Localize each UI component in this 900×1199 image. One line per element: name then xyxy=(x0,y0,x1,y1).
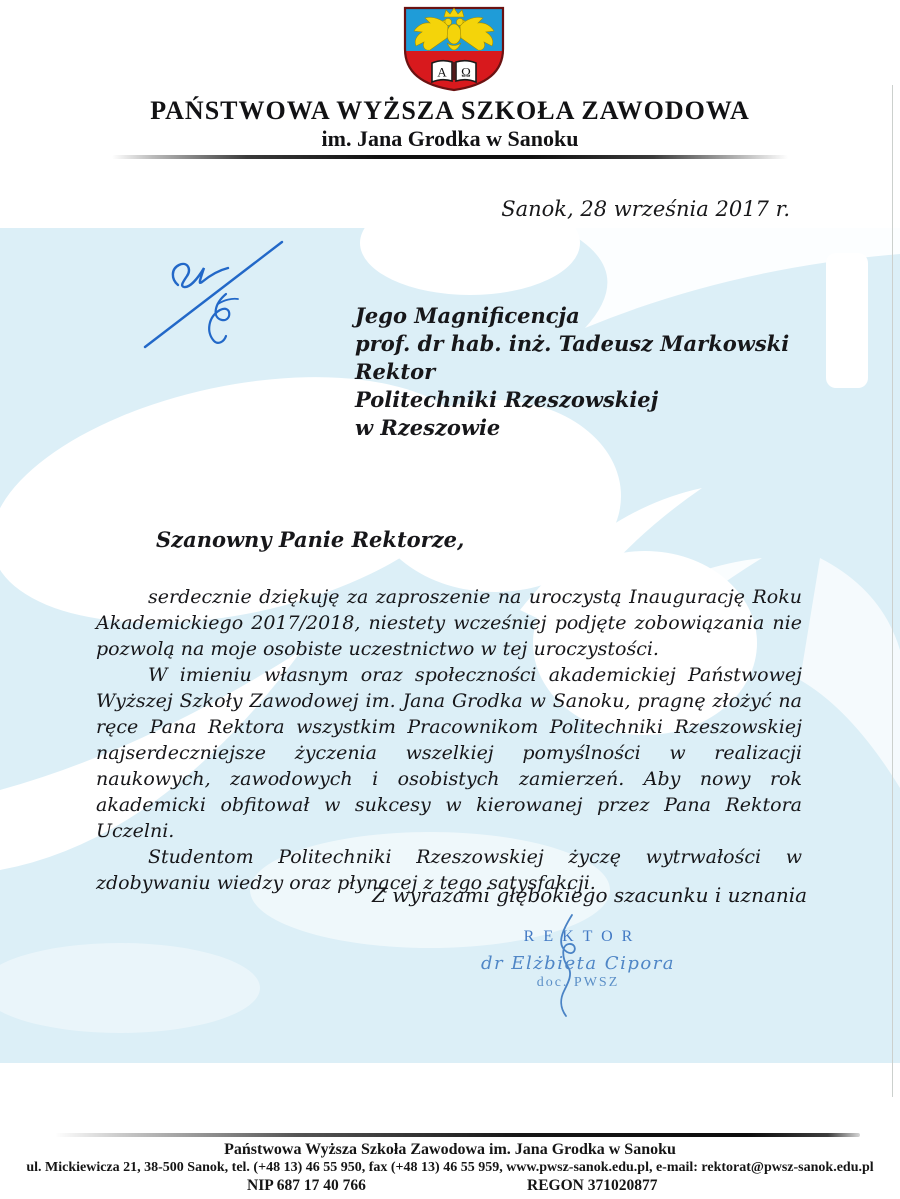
addressee-line: w Rzeszowie xyxy=(355,415,501,440)
body-paragraph: Studentom Politechniki Rzeszowskiej życzę wytrwałości w zdobywaniu wiedzy oraz płynącej z tego satysfakcji. xyxy=(96,846,802,894)
closing-line: Z wyrazami głębokiego szacunku i uznania xyxy=(372,883,808,907)
header-divider xyxy=(112,155,788,159)
svg-text:Α: Α xyxy=(437,64,447,80)
handwritten-pen-annotation xyxy=(140,238,288,353)
addressee-line: Jego Magnificencja xyxy=(355,303,580,328)
footer-regon: REGON 371020877 xyxy=(527,1177,658,1194)
body-paragraph: serdecznie dziękuję za zaproszenie na uroczystą Inaugurację Roku Akademickiego 2017/2018, niestety wcześniej podjęte zobowiązania nie pozwolą na moje osobiste uczestnictwo w tej uroczystości. xyxy=(96,586,802,660)
stamp-signatory-name: dr Elżbieta Cipora xyxy=(480,953,676,974)
body-paragraph: W imieniu własnym oraz społeczności akademickiej Państwowej Wyższej Szkoły Zawodowej im. Jana Grodka w Sanoku, pragnę złożyć na ręce Pana Rektora wszystkim Pracownikom Politechniki Rzeszowskiej najserdeczniejsze życzenia wszelkiej pomyślności w realizacji naukowych, zawodowych i osobistych zamierzeń. Aby nowy rok akademicki obfitował w sukcesy w kierowanej przez Pana Rektora Uczelni. xyxy=(96,664,802,842)
org-name-line2: im. Jana Grodka w Sanoku xyxy=(321,126,579,151)
stamp-title: REKTOR xyxy=(523,928,642,945)
alpha-omega-book-icon xyxy=(432,61,476,82)
university-crest xyxy=(399,5,509,93)
addressee-line: Politechniki Rzeszowskiej xyxy=(355,387,659,412)
addressee-line: prof. dr hab. inż. Tadeusz Markowski xyxy=(355,331,790,356)
svg-text:Ω: Ω xyxy=(461,64,471,80)
addressee-line: Rektor xyxy=(355,359,436,384)
salutation: Szanowny Panie Rektorze, xyxy=(156,527,465,552)
addressee-block xyxy=(355,302,789,442)
letter-body xyxy=(96,584,802,896)
footer-nip: NIP 687 17 40 766 xyxy=(247,1177,366,1194)
org-name-line1: PAŃSTWOWA WYŻSZA SZKOŁA ZAWODOWA xyxy=(150,96,750,125)
date-line: Sanok, 28 września 2017 r. xyxy=(501,197,790,221)
scan-edge-artifact xyxy=(892,85,893,1097)
footer-divider xyxy=(55,1133,860,1137)
footer-contact-line: ul. Mickiewicza 21, 38-500 Sanok, tel. (+48 13) 46 55 950, fax (+48 13) 46 55 959, www.pwsz-sanok.edu.pl, e-mail: rektorat@pwsz-sanok.edu.pl xyxy=(26,1160,874,1175)
handwritten-signature-flourish xyxy=(540,913,590,1018)
stamp-signatory-degree: doc. PWSZ xyxy=(536,975,620,990)
footer-org-name: Państwowa Wyższa Szkoła Zawodowa im. Jana Grodka w Sanoku xyxy=(224,1141,676,1158)
